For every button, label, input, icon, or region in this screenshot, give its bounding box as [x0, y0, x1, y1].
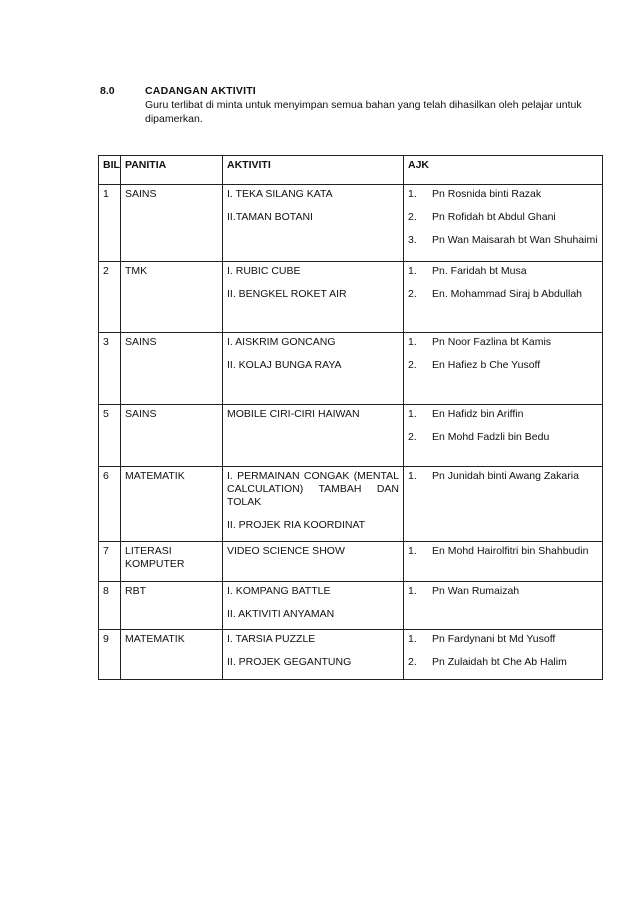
cell-panitia: LITERASI KOMPUTER [121, 542, 223, 582]
cell-ajk [404, 582, 603, 630]
table-row [99, 333, 603, 405]
section-number: 8.0 [100, 85, 115, 97]
header-aktiviti: AKTIVITI [223, 156, 404, 185]
ajk-number: 1. [408, 585, 417, 597]
cell-panitia: SAINS [121, 185, 223, 262]
cell-panitia: SAINS [121, 405, 223, 467]
cell-bil: 1 [99, 185, 121, 262]
cell-panitia: SAINS [121, 333, 223, 405]
aktiviti-item: II. PROJEK GEGANTUNG [227, 656, 352, 668]
cell-aktiviti [223, 542, 404, 582]
ajk-number: 1. [408, 633, 417, 645]
ajk-member [408, 359, 598, 372]
table-row [99, 185, 603, 262]
ajk-member [408, 585, 598, 598]
ajk-member [408, 431, 598, 444]
cell-ajk [404, 467, 603, 542]
ajk-number: 1. [408, 545, 417, 557]
cell-aktiviti [223, 467, 404, 542]
ajk-name: Pn Zulaidah bt Che Ab Halim [432, 656, 567, 668]
cell-ajk [404, 185, 603, 262]
ajk-name: Pn. Faridah bt Musa [432, 265, 527, 277]
ajk-name: En Mohd Fadzli bin Bedu [432, 431, 550, 443]
cell-panitia: MATEMATIK [121, 467, 223, 542]
cell-bil: 2 [99, 262, 121, 333]
aktiviti-item: II. BENGKEL ROKET AIR [227, 288, 347, 300]
ajk-name: Pn Junidah binti Awang Zakaria [432, 470, 579, 482]
ajk-member [408, 545, 598, 558]
ajk-number: 3. [408, 234, 417, 246]
cell-ajk [404, 405, 603, 467]
ajk-number: 1. [408, 408, 417, 420]
aktiviti-item: II.TAMAN BOTANI [227, 211, 313, 223]
aktiviti-item: II. PROJEK RIA KOORDINAT [227, 519, 366, 531]
ajk-member [408, 633, 598, 646]
ajk-member [408, 234, 598, 247]
aktiviti-item: I. RUBIC CUBE [227, 265, 301, 277]
aktiviti-item: I. KOMPANG BATTLE [227, 585, 331, 597]
ajk-number: 1. [408, 336, 417, 348]
ajk-member [408, 470, 598, 483]
ajk-member [408, 188, 598, 201]
aktiviti-item: I. PERMAINAN CONGAK (MENTAL CALCULATION) TAMBAH DAN TOLAK [227, 470, 399, 508]
ajk-name: Pn Rofidah bt Abdul Ghani [432, 211, 556, 223]
table-row [99, 542, 603, 582]
header-panitia: PANITIA [121, 156, 223, 185]
ajk-name: En Mohd Hairolfitri bin Shahbudin [432, 545, 589, 557]
cell-aktiviti [223, 333, 404, 405]
activity-table [98, 155, 603, 680]
ajk-member [408, 211, 598, 224]
ajk-name: Pn Wan Rumaizah [432, 585, 520, 597]
cell-ajk [404, 333, 603, 405]
table-row [99, 630, 603, 680]
ajk-number: 2. [408, 359, 417, 371]
cell-bil: 6 [99, 467, 121, 542]
table-row [99, 582, 603, 630]
cell-ajk [404, 630, 603, 680]
ajk-number: 1. [408, 265, 417, 277]
cell-bil: 9 [99, 630, 121, 680]
cell-bil: 5 [99, 405, 121, 467]
table-row [99, 467, 603, 542]
section-title: CADANGAN AKTIVITI [145, 85, 256, 97]
ajk-name: Pn Wan Maisarah bt Wan Shuhaimi [432, 234, 598, 246]
aktiviti-item: II. AKTIVITI ANYAMAN [227, 608, 335, 620]
cell-bil: 7 [99, 542, 121, 582]
ajk-member [408, 656, 598, 669]
ajk-member [408, 265, 598, 278]
ajk-number: 2. [408, 656, 417, 668]
ajk-name: Pn Fardynani bt Md Yusoff [432, 633, 556, 645]
aktiviti-item: II. KOLAJ BUNGA RAYA [227, 359, 342, 371]
cell-ajk [404, 262, 603, 333]
ajk-name: En Hafiez b Che Yusoff [432, 359, 541, 371]
table-row [99, 262, 603, 333]
ajk-number: 2. [408, 288, 417, 300]
aktiviti-item: I. TARSIA PUZZLE [227, 633, 316, 645]
table-row [99, 405, 603, 467]
cell-aktiviti [223, 185, 404, 262]
aktiviti-item: VIDEO SCIENCE SHOW [227, 545, 345, 557]
aktiviti-item: MOBILE CIRI-CIRI HAIWAN [227, 408, 360, 420]
section-description: Guru terlibat di minta untuk menyimpan semua bahan yang telah dihasilkan oleh pelajar untuk dipamerkan. [145, 99, 582, 125]
ajk-number: 2. [408, 211, 417, 223]
cell-aktiviti [223, 630, 404, 680]
ajk-member [408, 336, 598, 349]
table-header-row [99, 156, 603, 185]
cell-aktiviti [223, 262, 404, 333]
ajk-number: 2. [408, 431, 417, 443]
cell-ajk [404, 542, 603, 582]
cell-panitia: RBT [121, 582, 223, 630]
ajk-number: 1. [408, 470, 417, 482]
header-bil: BIL [99, 156, 121, 185]
ajk-member [408, 408, 598, 421]
ajk-name: Pn Noor Fazlina bt Kamis [432, 336, 552, 348]
cell-bil: 3 [99, 333, 121, 405]
cell-panitia: MATEMATIK [121, 630, 223, 680]
aktiviti-item: I. TEKA SILANG KATA [227, 188, 333, 200]
ajk-member [408, 288, 598, 301]
cell-aktiviti [223, 405, 404, 467]
cell-panitia: TMK [121, 262, 223, 333]
ajk-number: 1. [408, 188, 417, 200]
cell-aktiviti [223, 582, 404, 630]
ajk-name: En. Mohammad Siraj b Abdullah [432, 288, 582, 300]
aktiviti-item: I. AISKRIM GONCANG [227, 336, 336, 348]
header-ajk: AJK [404, 156, 603, 185]
ajk-name: En Hafidz bin Ariffin [432, 408, 524, 420]
ajk-name: Pn Rosnida binti Razak [432, 188, 542, 200]
cell-bil: 8 [99, 582, 121, 630]
